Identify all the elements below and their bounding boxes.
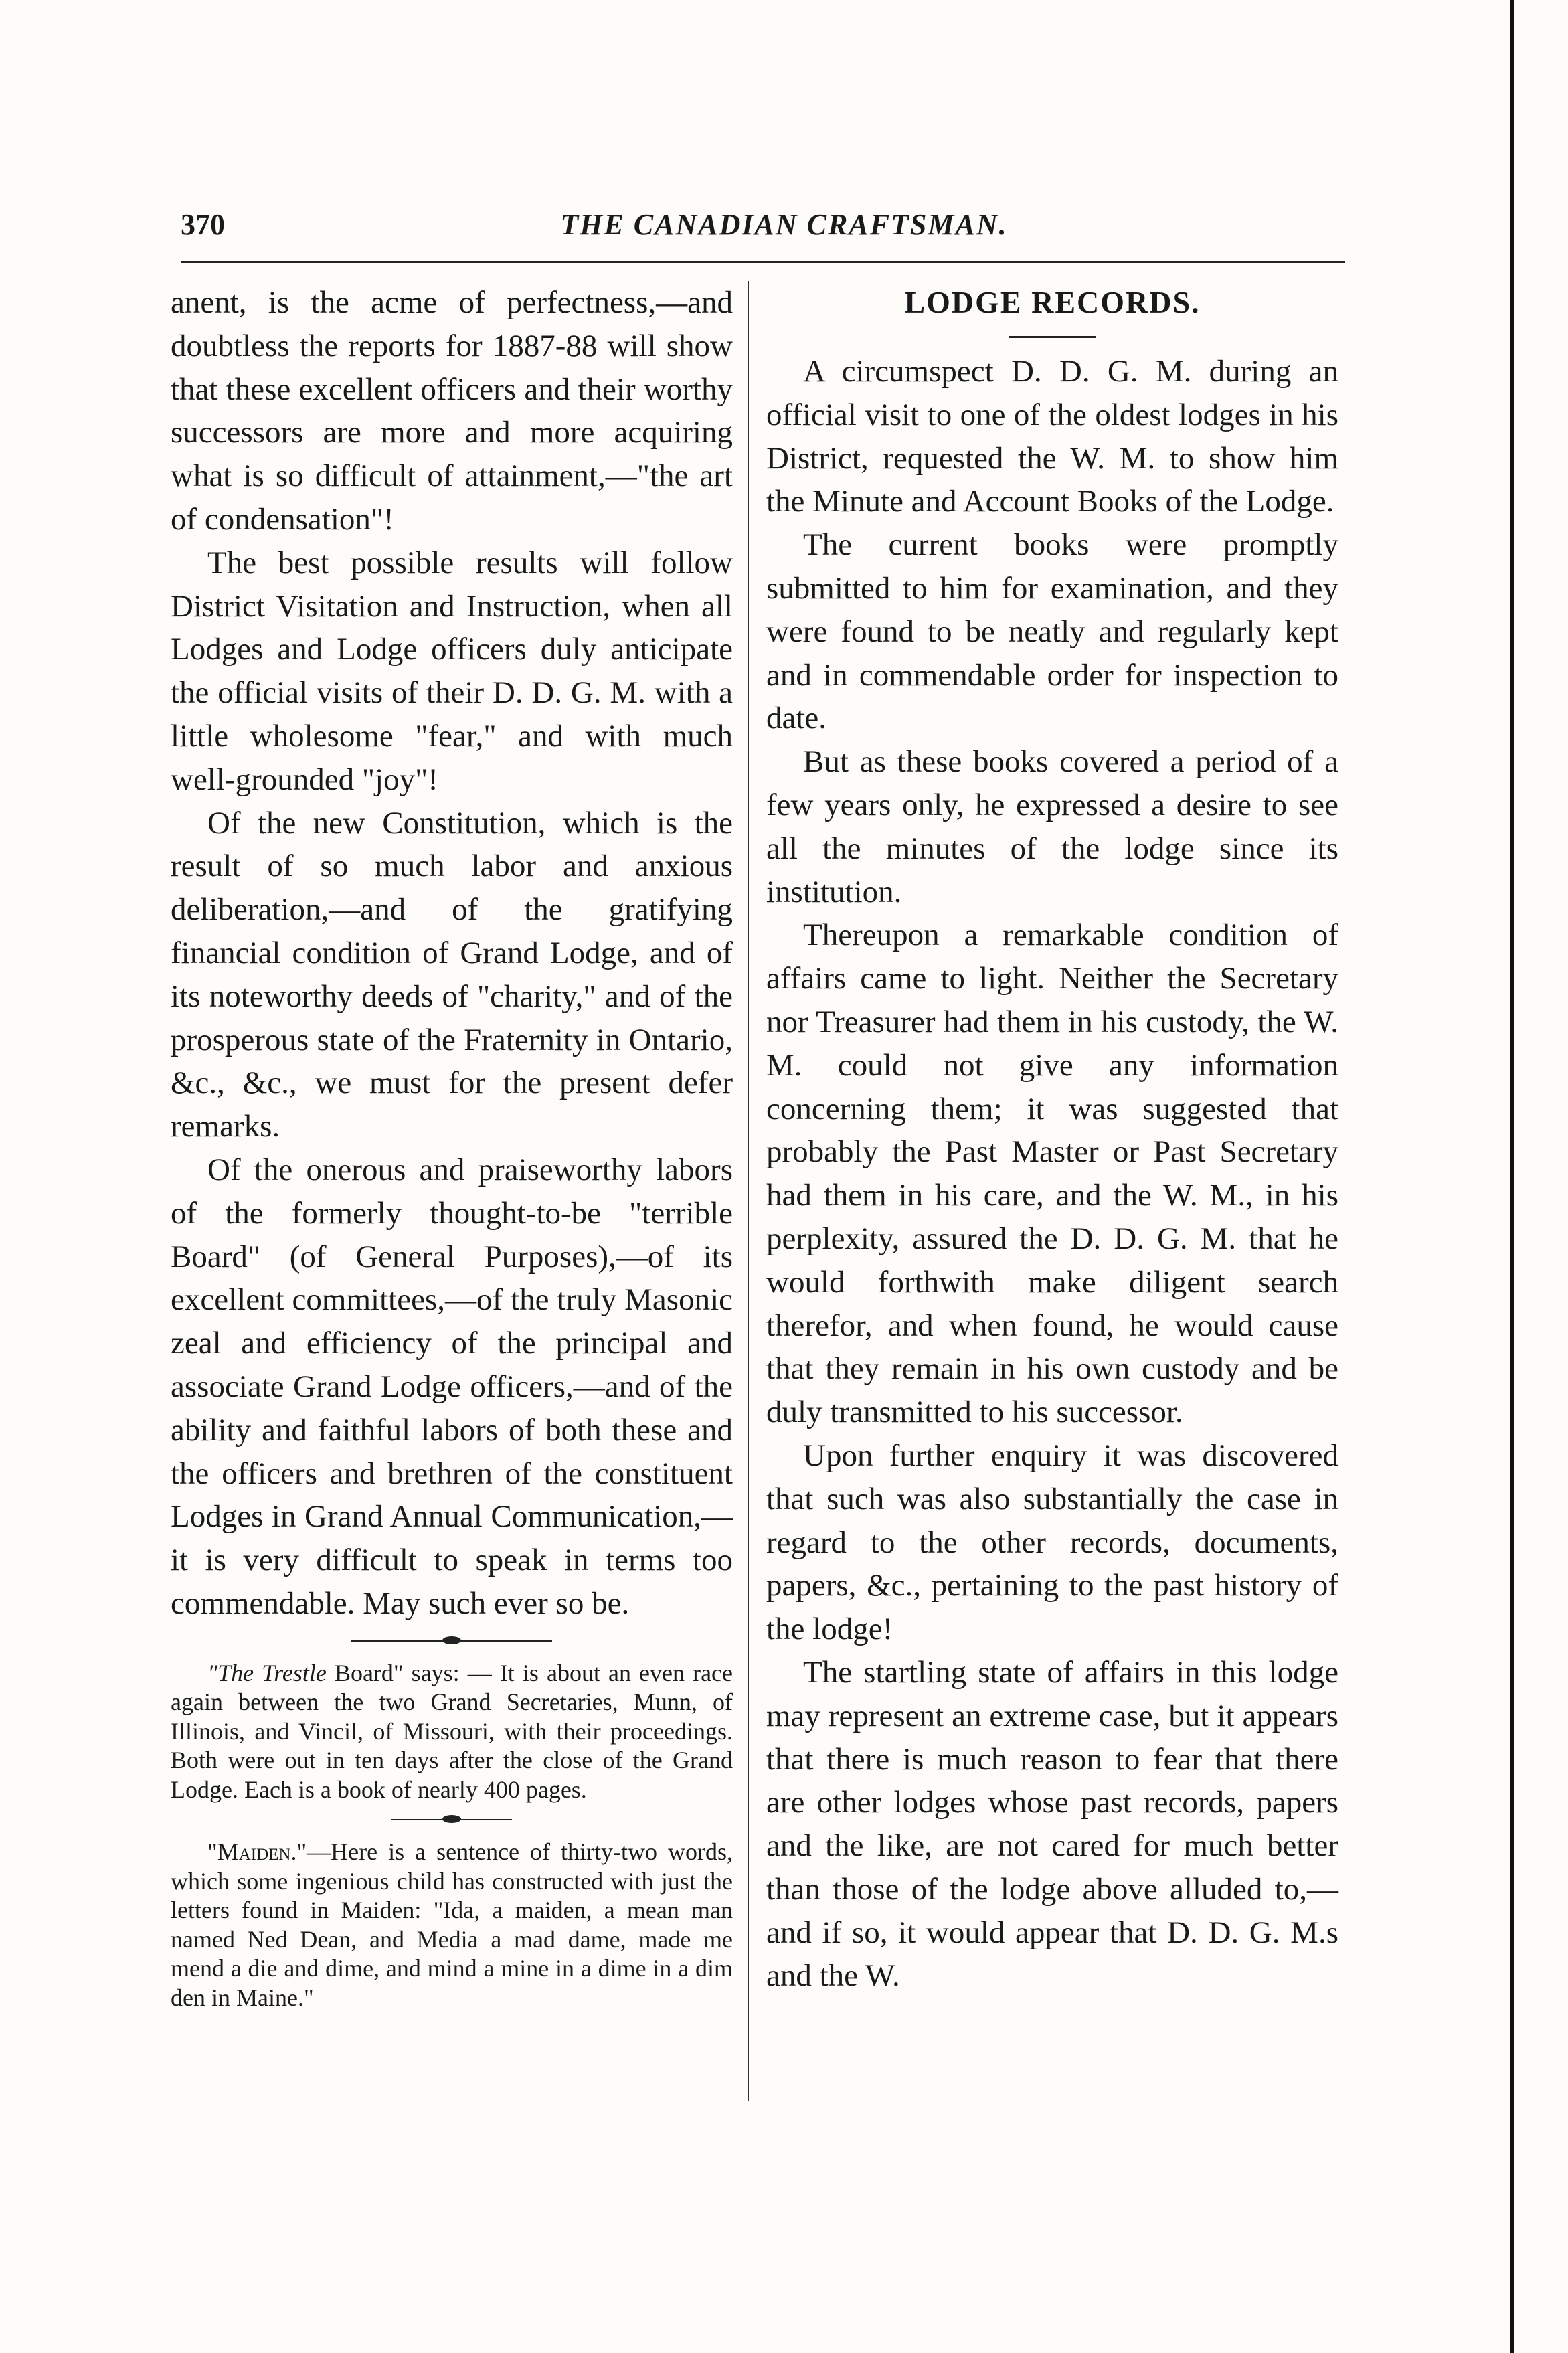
right-paragraph: Upon further enquiry it was discovered that such was also substantially the case in regard to the other records, documents, papers, &c., pertaining to the past history of the lodge! <box>766 1437 1338 1647</box>
right-paragraph: Thereupon a remarkable condition of affairs came to light. Neither the Secretary nor Treasurer had them in his custody, the W. M. could not give any information concerning them; it was suggested that probably the Past Master or Past Secretary had them in his care, and the W. M., in his perplexity, assured the D. D. G. M. that he would forthwith make diligent search therefor, and when found, he would cause that they remain in his own custody and be duly transmitted to his successor. <box>766 918 1338 1430</box>
right-paragraph: The current books were promptly submitted to him for examination, and they were found to be neatly and regularly kept and in commendable order for inspection to date. <box>766 527 1338 736</box>
right-column <box>766 281 1338 1998</box>
left-paragraph: Of the new Constitution, which is the result of so much labor and anxious deliberation,—and of the gratifying financial condition of Grand Lodge, and of its noteworthy deeds of "charity," and of the prosperous state of the Fraternity in Ontario, &c., &c., we must for the present defer remarks. <box>171 805 733 1144</box>
maiden-note <box>171 1838 733 2012</box>
column-divider <box>748 281 749 2101</box>
right-paragraph: But as these books covered a period of a few years only, he expressed a desire to see all the minutes of the lodge since its institution. <box>766 744 1338 909</box>
left-paragraph: anent, is the acme of perfectness,—and doubtless the reports for 1887-88 will show that these excellent officers and their worthy successors are more and more acquiring what is so difficult of attainment,—"the art of condensation"! <box>171 285 733 537</box>
note-lead: "Maiden." <box>207 1838 307 1866</box>
note-text: Board" says: — It is about an even race again between the two Grand Secretaries, Munn, of Illinois, and Vincil, of Missouri, with their proceedings. Both were out in ten days after the close of the Grand Lodge. Each is a book of nearly 400 pages. <box>171 1659 733 1803</box>
left-paragraph: The best possible results will follow District Visitation and Instruction, when all Lodges and Lodge officers duly anticipate the official visits of their D. D. G. M. with a little wholesome "fear," and with much well-grounded "joy"! <box>171 545 733 797</box>
note-source-title: "The Trestle <box>207 1659 327 1686</box>
right-paragraph: A circumspect D. D. G. M. during an official visit to one of the oldest lodges in his District, requested the W. M. to show him the Minute and Account Books of the Lodge. <box>766 354 1338 519</box>
header-rule <box>181 261 1345 263</box>
scan-edge-line <box>1510 0 1514 2353</box>
note-text: —Here is a sentence of thirty-two words, which some ingenious child has constructed with just the letters found in Maiden: "Ida, a maiden, a mean man named Ned Dean, and Media a mad dame, made me mend a die and dime, and mind a mine in a dime in a dim den in Maine." <box>171 1838 733 2011</box>
left-paragraph: Of the onerous and praiseworthy labors of the formerly thought-to-be "terrible Board" (of General Purposes),—of its excellent committees,—of the truly Masonic zeal and efficiency of the principal and associate Grand Lodge officers,—and of the ability and faithful labors of both these and the officers and brethren of the constituent Lodges in Grand Annual Communication,—it is very difficult to speak in terms too commendable. May such ever so be. <box>171 1152 733 1621</box>
trestle-board-note <box>171 1659 733 1805</box>
ornamental-divider <box>351 1640 552 1642</box>
page-number: 370 <box>181 208 225 241</box>
article-heading: LODGE RECORDS. <box>904 285 1201 319</box>
running-title: THE CANADIAN CRAFTSMAN. <box>560 208 1008 241</box>
left-column <box>171 281 733 2012</box>
page-header <box>0 207 1568 254</box>
right-paragraph: The startling state of affairs in this lodge may represent an extreme case, but it appears that there is much reason to fear that there are other lodges whose past records, papers and the like, are not cared for much better than those of the lodge above alluded to,—and if so, it would appear that D. D. G. M.s and the W. <box>766 1654 1338 1994</box>
heading-rule <box>1009 336 1096 338</box>
ornamental-divider <box>391 1819 512 1820</box>
